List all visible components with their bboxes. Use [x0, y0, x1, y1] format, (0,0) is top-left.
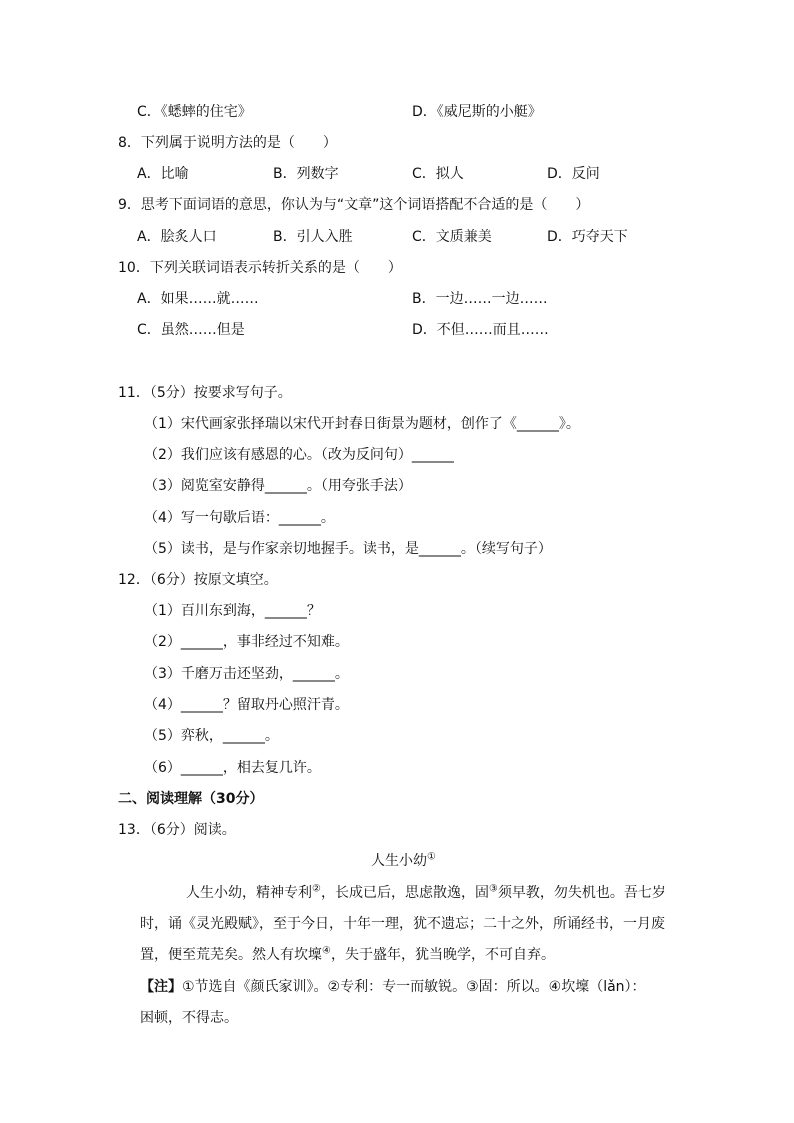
- note-label: 【注】: [140, 979, 182, 995]
- q9-stem: 9．思考下面词语的意思，你认为与“文章”这个词语搭配不合适的是（ ）: [118, 197, 590, 213]
- q9-option-b: B．引人入胜: [273, 229, 353, 245]
- q12-item-1: （1）百川东到海，______？: [144, 603, 321, 619]
- q12-item-6: （6）______，相去复几许。: [144, 760, 321, 776]
- q7-option-c: C．《蟋蟀的住宅》: [137, 104, 252, 120]
- q8-option-c: C．拟人: [412, 166, 464, 182]
- footnote-mark-1: ①: [427, 851, 436, 863]
- passage-title-text: 人生小幼: [371, 853, 427, 869]
- q12-stem: 12．（6分）按原文填空。: [118, 572, 278, 588]
- note-line-2: 困顿，不得志。: [140, 1010, 238, 1026]
- passage-text: 须早教，勿失机也。吾七岁: [497, 885, 666, 901]
- passage-title: [371, 851, 436, 871]
- q12-item-2: （2）______，事非经过不知难。: [144, 634, 349, 650]
- q12-item-4: （4）______？留取丹心照汗青。: [144, 697, 349, 713]
- section-heading: 二、阅读理解（30分）: [118, 791, 264, 807]
- q10-option-b: B．一边……一边……: [412, 291, 548, 307]
- q9-option-a: A．脍炙人口: [137, 229, 217, 245]
- passage-line-3: [140, 945, 555, 965]
- q8-stem: 8．下列属于说明方法的是（ ）: [118, 135, 337, 151]
- q11-item-3: （3）阅览室安静得______。（用夸张手法）: [144, 478, 412, 494]
- q9-option-c: C．文质兼美: [412, 229, 492, 245]
- passage-line-2: 时，诵《灵光殿赋》，至于今日，十年一理，犹不遗忘；二十之外，所诵经书，一月废: [140, 916, 665, 932]
- q7-option-d: D．《威尼斯的小艇》: [412, 104, 542, 120]
- q12-item-3: （3）千磨万击还坚劲，______。: [144, 666, 349, 682]
- passage-text: 人生小幼，精神专利: [186, 885, 312, 901]
- passage-text: 置，便至荒芜矣。然人有坎壈: [140, 947, 322, 963]
- note-line-1: [140, 977, 646, 997]
- footnote-mark-4: ④: [322, 945, 331, 957]
- q11-item-4: （4）写一句歇后语：______。: [144, 510, 335, 526]
- passage-line-1: [186, 883, 666, 903]
- q11-item-1: （1）宋代画家张择瑞以宋代开封春日街景为题材，创作了《______》。: [144, 416, 580, 432]
- q11-item-5: （5）读书，是与作家亲切地握手。读书，是______。（续写句子）: [144, 541, 552, 557]
- q8-option-b: B．列数字: [273, 166, 339, 182]
- q11-stem: 11．（5分）按要求写句子。: [118, 385, 292, 401]
- q10-option-a: A．如果……就……: [137, 291, 259, 307]
- passage-text: ，失于盛年，犹当晚学，不可自弃。: [330, 947, 555, 963]
- q8-option-a: A．比喻: [137, 166, 189, 182]
- q10-stem: 10．下列关联词语表示转折关系的是（ ）: [118, 260, 402, 276]
- q10-option-d: D．不但……而且……: [412, 322, 549, 338]
- q11-item-2: （2）我们应该有感恩的心。（改为反问句）______: [144, 447, 454, 463]
- q13-stem: 13．（6分）阅读。: [118, 822, 236, 838]
- passage-text: ，长成已后，思虑散逸，固: [320, 885, 489, 901]
- q8-option-d: D．反问: [547, 166, 600, 182]
- q12-item-5: （5）弈秋，______。: [144, 728, 279, 744]
- footnote-mark-3: ③: [488, 883, 498, 895]
- q10-option-c: C．虽然……但是: [137, 322, 245, 338]
- note-text: ①节选自《颜氏家训》。②专利：专一而敏锐。③固：所以。④坎壈（lǎn）：: [182, 979, 646, 995]
- q9-option-d: D．巧夺天下: [547, 229, 628, 245]
- footnote-mark-2: ②: [312, 883, 321, 895]
